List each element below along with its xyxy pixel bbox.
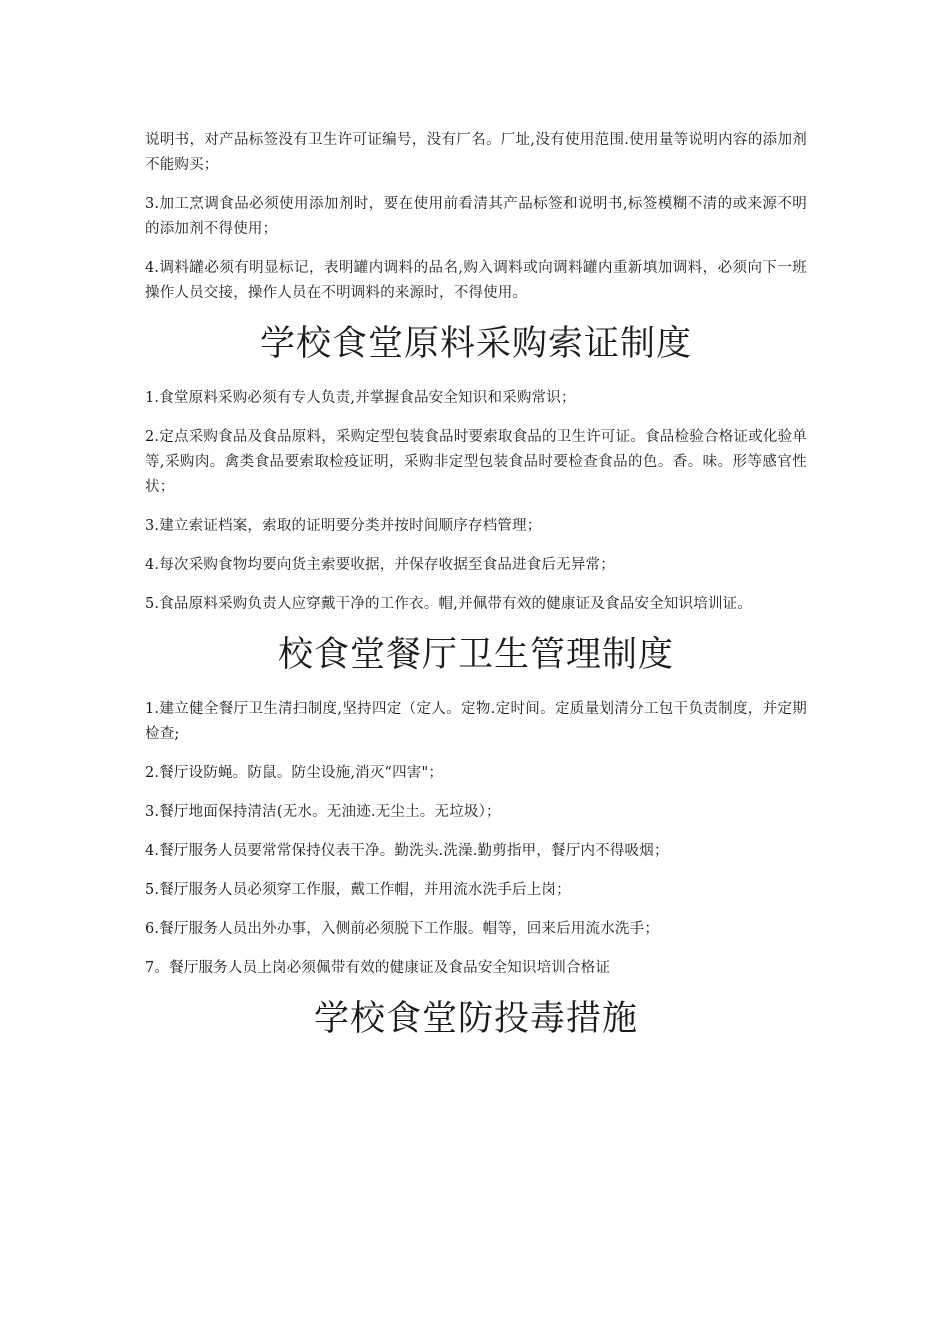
section-anti-poisoning xyxy=(145,995,807,1043)
section-title: 学校食堂原料采购索证制度 xyxy=(259,324,692,364)
intro-paragraph: 3.加工烹调食品必须使用添加剂时，要在使用前看清其产品标签和说明书,标签模糊不清的或来源不明的添加剂不得使用； xyxy=(145,196,807,237)
section-procurement xyxy=(145,320,807,617)
section-paragraph: 7。餐厅服务人员上岗必须佩带有效的健康证及食品安全知识培训合格证 xyxy=(145,960,611,976)
section-paragraph: 3.建立索证档案，索取的证明要分类并按时间顺序存档管理； xyxy=(145,518,542,534)
section-paragraph: 4.餐厅服务人员要常常保持仪表干净。勤洗头.洗澡.勤剪指甲，餐厅内不得吸烟； xyxy=(145,843,669,859)
section-title: 学校食堂防投毒措施 xyxy=(313,999,638,1039)
section-paragraph: 1.食堂原料采购必须有专人负责,并掌握食品安全知识和采购常识； xyxy=(145,390,576,406)
section-paragraph: 1.建立健全餐厅卫生清扫制度,坚持四定（定人。定物.定时间。定质量划清分工包干负责制度，并定期检查; xyxy=(145,701,807,742)
section-title: 校食堂餐厅卫生管理制度 xyxy=(277,635,674,675)
section-paragraph: 2.餐厅设防蝇。防鼠。防尘设施,消灭“四害"； xyxy=(145,765,444,781)
document-page xyxy=(145,128,807,1061)
intro-paragraph: 说明书，对产品标签没有卫生许可证编号，没有厂名。厂址,没有使用范围.使用量等说明内容的添加剂不能购买； xyxy=(145,132,807,173)
section-paragraph: 3.餐厅地面保持清洁(无水。无油迹.无尘土。无垃圾）； xyxy=(145,804,501,820)
intro-paragraph: 4.调料罐必须有明显标记，表明罐内调料的品名,购入调料或向调料罐内重新填加调料，必须向下一班操作人员交接，操作人员在不明调料的来源时，不得使用。 xyxy=(145,260,807,301)
section-paragraph: 2.定点采购食品及食品原料，采购定型包装食品时要索取食品的卫生许可证。食品检验合格证或化验单等,采购肉。禽类食品要索取检疫证明，采购非定型包装食品时要检查食品的色。香。味。形等感官性状； xyxy=(145,429,807,495)
section-paragraph: 4.每次采购食物均要向货主索要收据，并保存收据至食品进食后无异常； xyxy=(145,557,615,573)
section-paragraph: 6.餐厅服务人员出外办事，入侧前必须脱下工作服。帽等，回来后用流水洗手； xyxy=(145,921,660,937)
section-paragraph: 5.餐厅服务人员必须穿工作服，戴工作帽，并用流水洗手后上岗； xyxy=(145,882,571,898)
section-paragraph: 5.食品原料采购负责人应穿戴干净的工作衣。帽,并佩带有效的健康证及食品安全知识培训证。 xyxy=(145,596,753,612)
section-dining-hygiene xyxy=(145,631,807,981)
